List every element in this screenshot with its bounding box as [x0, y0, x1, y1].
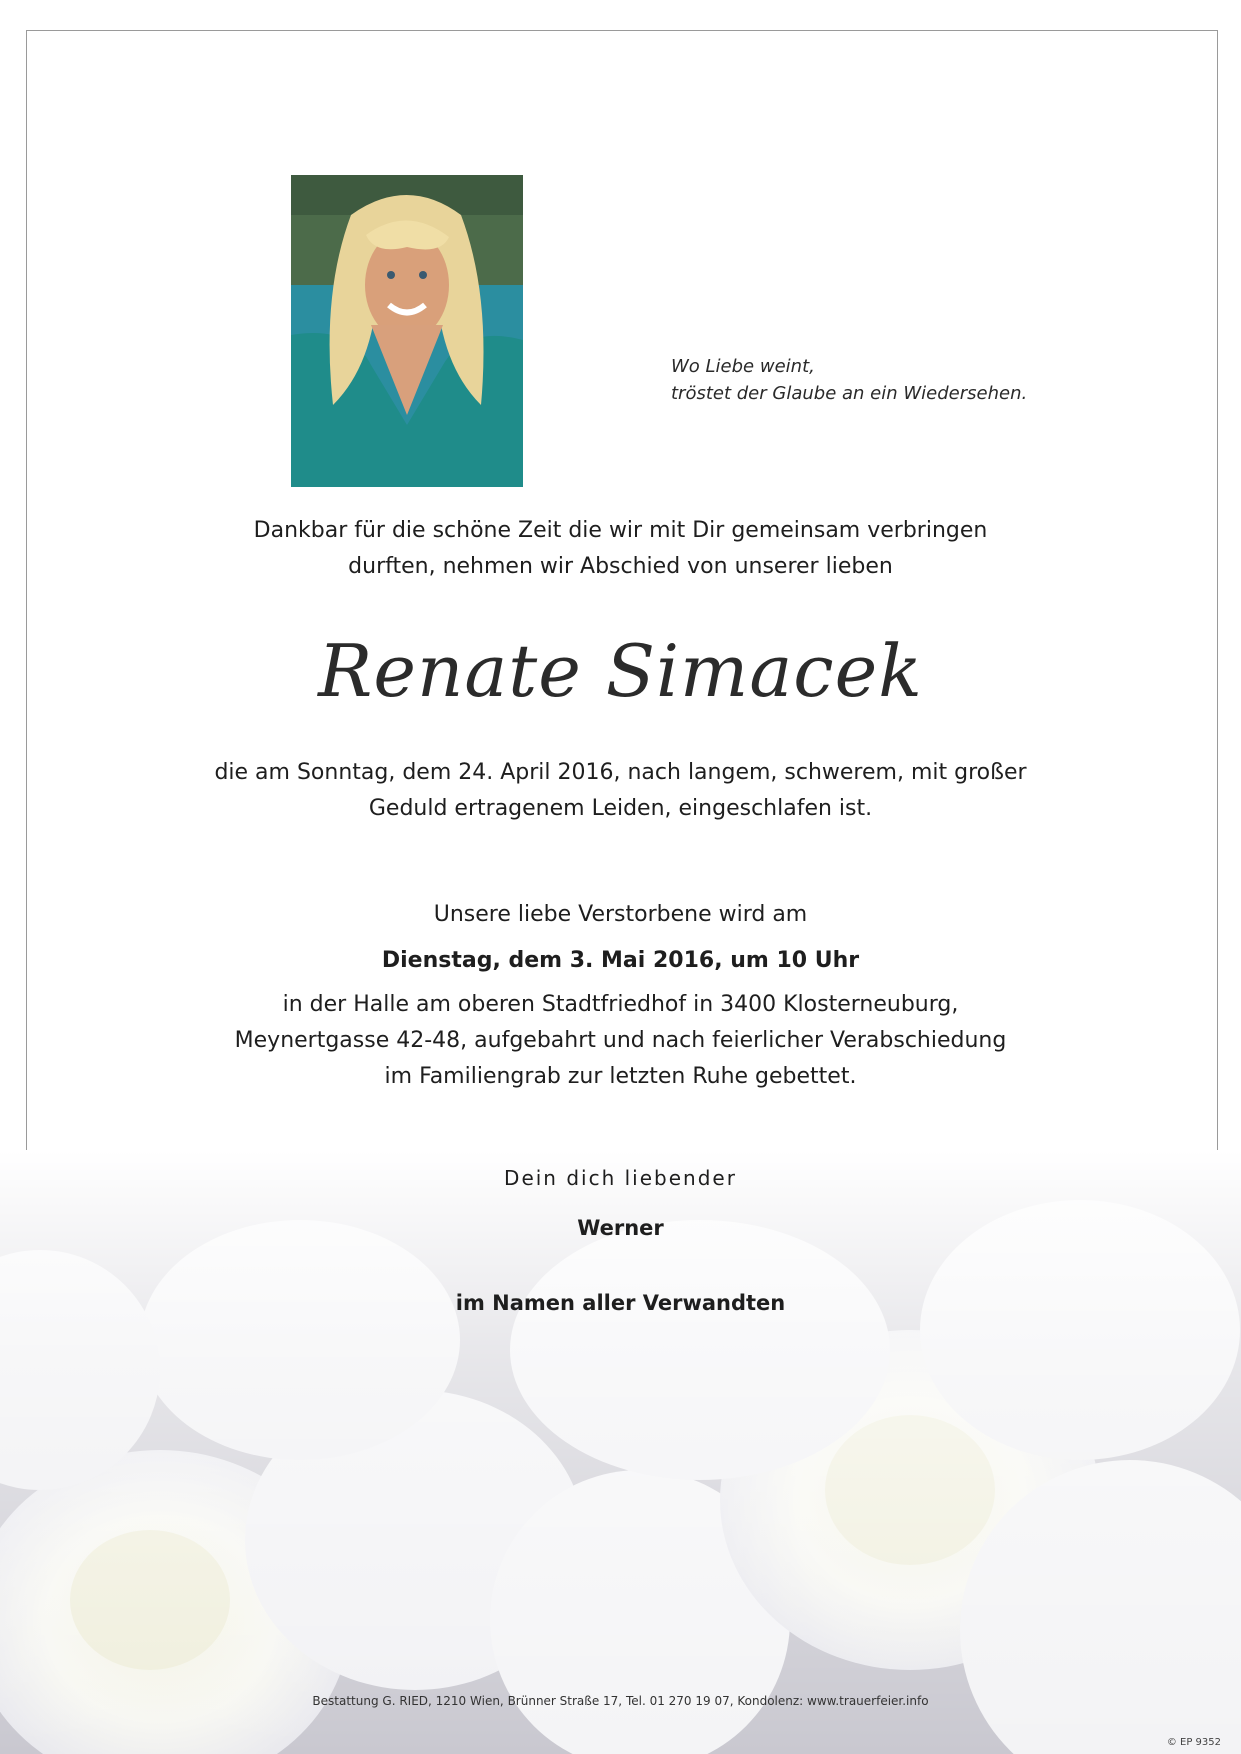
signature-name: Werner [577, 1216, 664, 1240]
signature-closing: Dein dich liebender [504, 1166, 737, 1190]
portrait-photo [291, 175, 523, 487]
funeral-home-footer: Bestattung G. RIED, 1210 Wien, Brünner Straße 17, Tel. 01 270 19 07, Kondolenz: www.trauerfeier.info [312, 1694, 929, 1708]
intro-text [120, 513, 1121, 585]
service-line-4: Meynertgasse 42-48, aufgebahrt und nach feierlicher Verabschiedung [234, 1028, 1007, 1053]
quote [671, 353, 1071, 407]
service-line-3: in der Halle am oberen Stadtfriedhof in 3400 Klosterneuburg, [282, 992, 959, 1017]
funeral-service [120, 897, 1121, 1095]
service-line-5: im Familiengrab zur letzten Ruhe gebettet. [384, 1064, 857, 1089]
signature-relatives: im Namen aller Verwandten [455, 1291, 786, 1315]
intro-line-2: durften, nehmen wir Abschied von unserer lieben [348, 554, 893, 579]
deceased-name: Renate Simacek [318, 629, 923, 713]
intro-line-1: Dankbar für die schöne Zeit die wir mit Dir gemeinsam verbringen [253, 518, 988, 543]
quote-line-1: Wo Liebe weint, [671, 356, 815, 377]
service-line-1: Unsere liebe Verstorbene wird am [433, 902, 808, 927]
service-date: Dienstag, dem 3. Mai 2016, um 10 Uhr [381, 948, 860, 973]
death-line-2: Geduld ertragenem Leiden, eingeschlafen ist. [368, 796, 873, 821]
death-line-1: die am Sonntag, dem 24. April 2016, nach langem, schwerem, mit großer [214, 760, 1027, 785]
death-notice [120, 755, 1121, 827]
quote-line-2: tröstet der Glaube an ein Wiedersehen. [671, 383, 1028, 404]
document-code: © EP 9352 [1166, 1737, 1221, 1748]
